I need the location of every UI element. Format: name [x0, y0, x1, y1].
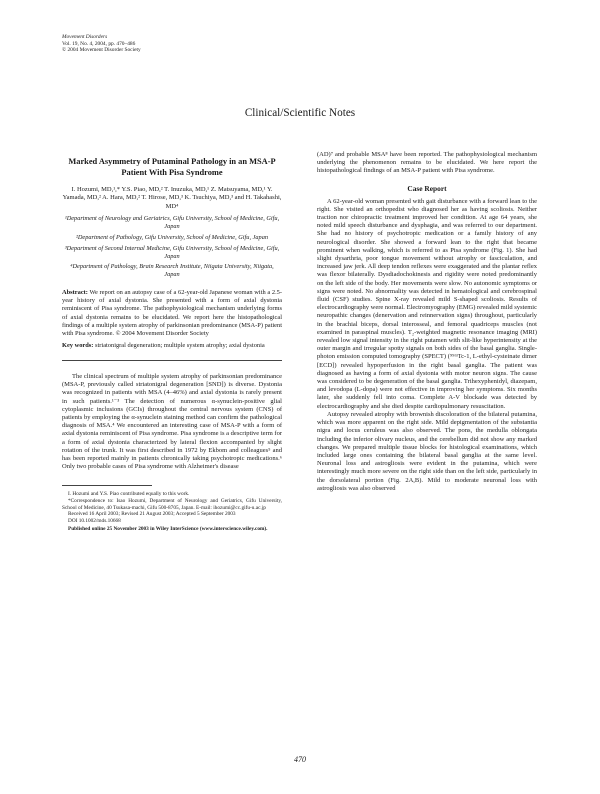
affiliation: ⁴Department of Pathology, Brain Research Institute, Niigata University, Niigata, Japan: [70, 263, 274, 279]
affiliation: ³Department of Second Internal Medicine, Gifu University, School of Medicine, Gifu, Japan: [64, 244, 280, 260]
keywords-text: striatonigral degeneration; multiple system atrophy; axial dystonia: [95, 341, 265, 349]
author-list: I. Hozumi, MD,¹,* Y.S. Piao, MD,² T. Inuzuka, MD,¹ Z. Matsuyama, MD,¹ Y. Yamada, MD,² A. Hara, MD,² T. Hirose, MD,³ K. Tsuchiya, MD,³ and H. Takahashi, MD⁴: [62, 186, 282, 210]
left-column: [62, 151, 282, 533]
journal-name: Movement Disorders: [62, 34, 108, 40]
affiliation: ²Department of Pathology, Gifu University, School of Medicine, Gifu, Japan: [76, 233, 268, 241]
footnote: DOI 10.1002/mds.10668: [68, 517, 121, 524]
keywords-label: Key words:: [62, 341, 94, 349]
case-paragraph: Autopsy revealed atrophy with brownish discoloration of the bilateral putamina, which was more apparent on the right side. Mild depigmentation of the substantia nigra and locus ceruleus was also observed. The pons, the medulla oblongata including the inferior olivary nucleus, and the cerebellum did not show any marked changes. We prepared multiple tissue blocks for histological examinations, which included large ones containing the bilateral basal ganglia at the same level. Neuronal loss and astrogliosis were evident in the putamina, which were interestingly much more severe on the right side than on the left side, particularly in the dorsolateral portion (Fig. 2A,B). Mild to moderate neuronal loss with astrogliosis was also observed: [317, 410, 537, 492]
footnote-divider: [62, 485, 152, 486]
copyright-line: © 2004 Movement Disorder Society: [62, 47, 141, 54]
abstract-label: Abstract:: [62, 289, 88, 297]
volume-line: Vol. 19, No. 4, 2004, pp. 470–486: [62, 40, 136, 47]
abstract-divider: [62, 360, 282, 361]
journal-header: [62, 34, 141, 54]
intro-paragraph: The clinical spectrum of multiple system atrophy of parkinsonian predominance (MSA-P, previously called striatonigral degeneration [SND]) is diverse. Dystonia was recognized in patients with MSA (4–46%) and axial dystonia is rarely present in such patients.¹⁻³ The detection of numerous α-synuclein-positive glial cytoplasmic inclusions (GCIs) throughout the central nervous system (CNS) of patients by employing the α-synuclein staining method can confirm the pathological diagnosis of MSA.⁴ We encountered an interesting case of MSA-P with a form of axial dystonia reminiscent of Pisa syndrome. Pisa syndrome is a descriptive term for a form of axial dystonia characterized by lateral flexion accompanied by slight rotation of the trunk. It was first described in 1972 by Ekbom and colleagues⁵ and has been reported mainly in patients chronically taking psychotropic medications.⁶ Only two probable cases of Pisa syndrome with Alzheimer's disease: [62, 372, 282, 471]
right-column: [317, 151, 537, 493]
article-title: Marked Asymmetry of Putaminal Pathology in an MSA-P Patient With Pisa Syndrome: [68, 157, 276, 177]
published-online-line: Published online 25 November 2003 in Wiley InterScience (www.interscience.wiley.com).: [68, 526, 268, 533]
case-paragraph: A 62-year-old woman presented with gait disturbance with a forward lean to the right. She visited an orthopedist who diagnosed her as having scoliosis. Neither traction nor chiropractic treatment improved her condition. At age 64 years, she noted mild speech disturbance and dysphagia, and was referred to our department. She had no history of psychotropic medication or a family history of any neurological disorder. She showed a forward lean to the right that became prominent when walking, which is referred to as Pisa syndrome (Fig. 1). She had slight dysarthria, poor tongue movement without atrophy or fasciculation, and increased jaw jerk. All deep tendon reflexes were exaggerated and the plantar reflex was flexor bilaterally. Dysdiadochokinesis and rigidity were noted predominantly on the left side of the body. Her movements were slow. No autonomic symptoms or signs were noted. No abnormality was detected in hematological and cerebrospinal fluid (CSF) studies. Spine X-ray revealed mild S-shaped scoliosis. Results of electrocardiography were normal. Electromyography (EMG) revealed mild systemic neuropathic changes (denervation and reinnervation signs) throughout, particularly in the brachial biceps, dorsal interosseal, and femoral quadriceps muscles (not examined in paraspinal muscles). T₂-weighted magnetic resonance imaging (MRI) revealed low signal intensity in the right putamen with slit-like hyperintensity at the outer margin and irregular spotty signals on both sides of the basal ganglia. Single-photon emission computed tomography (SPECT) (⁹⁹ᵐTc-1, L-ethyl-cysteinate dimer [ECD]) revealed hypoperfusion in the right basal ganglia. The patient was diagnosed as having a form of axial dystonia with motor neuron signs. The cause was considered to be degeneration of the basal ganglia. Trihexyphenidyl, diazepam, and levodopa (L-dopa) were not effective in improving her symptoms. Six months later, she suddenly fell into coma. Complete A-V blockade was detected by electrocardiography and she died despite cardiopulmonary resuscitation.: [317, 197, 537, 410]
footnote: I. Hozumi and Y.S. Piao contributed equally to this work.: [68, 491, 190, 498]
right-intro-paragraph: (AD)⁷ and probable MSA⁸ have been reported. The pathophysiological mechanism underlying the phenomenon remains to be elucidated. We here report the histopathological findings of an MSA-P patient with Pisa syndrome.: [317, 151, 537, 175]
section-title: Clinical/Scientific Notes: [244, 107, 356, 119]
keywords: [62, 342, 282, 350]
footnote: *Correspondence to: Isao Hozumi, Department of Neurology and Geriatrics, Gifu University, School of Medicine, 40 Tsukasa-machi, Gifu 500-8705, Japan. E-mail: ihozumi@cc.gifu-u.ac.jp: [62, 497, 282, 511]
affiliation: ¹Department of Neurology and Geriatrics, Gifu University, School of Medicine, Gifu, Japan: [64, 214, 280, 230]
abstract-text: We report on an autopsy case of a 62-year-old Japanese woman with a 2.5-year history of axial dystonia. She presented with a form of axial dystonia reminiscent of Pisa syndrome. The pathophysiological mechanism underlying forms of axial dystonia remains to be elucidated. We report here the histopathological findings of a multiple system atrophy of parkinsonian predominance (MSA-P) patient with Pisa syndrome. © 2004 Movement Disorder Society: [62, 289, 282, 337]
page-number: 470: [294, 755, 306, 764]
case-report-heading: Case Report: [407, 183, 447, 193]
footnote: Received 16 April 2003; Revised 21 August 2003; Accepted 5 September 2003: [68, 511, 236, 518]
abstract: [62, 289, 282, 338]
